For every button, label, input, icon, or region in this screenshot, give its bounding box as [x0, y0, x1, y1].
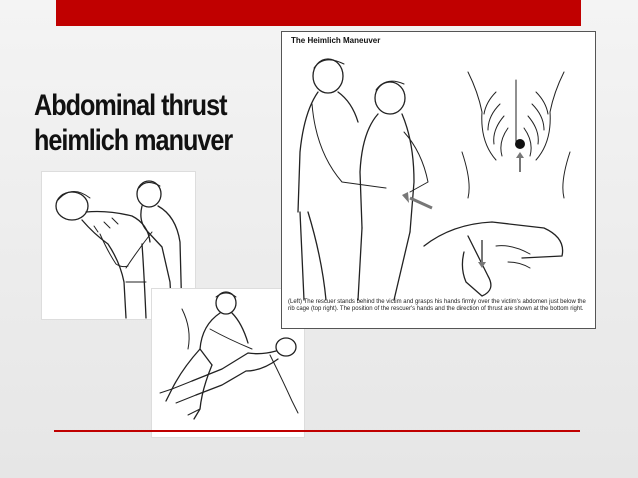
arrow-down-icon: [478, 240, 486, 268]
heimlich-maneuver-figure: [282, 32, 595, 328]
arrow-up-left-icon: [402, 192, 432, 208]
slide-title-line-2: heimlich manuver: [34, 124, 233, 157]
figure-title: The Heimlich Maneuver: [291, 36, 381, 45]
slide-title: [34, 88, 252, 158]
bottom-accent-line: [54, 430, 580, 432]
dot-icon: [515, 139, 525, 149]
top-accent-bar: [56, 0, 581, 26]
slide-title-line-1: Abdominal thrust: [34, 89, 227, 122]
figure-caption: (Left) The rescuer stands behind the victim and grasps his hands firmly over the victim's abdomen just below the rib cage (top right). The position of the rescuer's hands and the direction of thrust are shown at the bottom right.: [288, 299, 586, 313]
heimlich-figure-drawing: [282, 32, 595, 328]
